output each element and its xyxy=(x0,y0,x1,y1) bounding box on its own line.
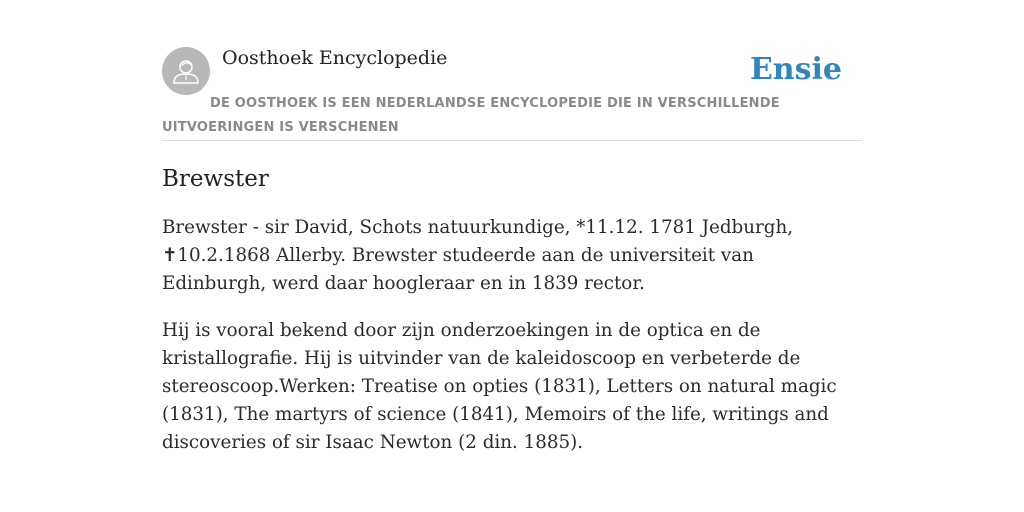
user-icon xyxy=(162,47,210,95)
article-paragraph-1: Brewster - sir David, Schots natuurkundige, *11.12. 1781 Jedburgh, ✝10.2.1868 Allerby. Brewster studeerde aan de universiteit van Edinburgh, werd daar hoogleraar en in 1839 rector. xyxy=(162,217,794,294)
brand-logo[interactable]: Ensie xyxy=(749,52,842,87)
article-paragraph-2: Hij is vooral bekend door zijn onderzoekingen in de optica en de kristallografie. Hij is uitvinder van de kaleidoscoop en verbeterde de stereoscoop.Werken: Treatise on opties (1831), Letters on natural magic (1831), The martyrs of science (1841), Memoirs of the life, writings and discoveries of sir Isaac Newton (2 din. 1885). xyxy=(162,320,837,453)
article-title: Brewster xyxy=(162,166,269,192)
source-header xyxy=(162,44,862,141)
article xyxy=(162,160,862,476)
source-avatar[interactable] xyxy=(162,47,210,95)
source-name[interactable]: Oosthoek Encyclopedie xyxy=(222,47,448,69)
source-tagline: DE OOSTHOEK IS EEN NEDERLANDSE ENCYCLOPEDIE DIE IN VERSCHILLENDE UITVOERINGEN IS VERSCHENEN xyxy=(162,96,780,135)
